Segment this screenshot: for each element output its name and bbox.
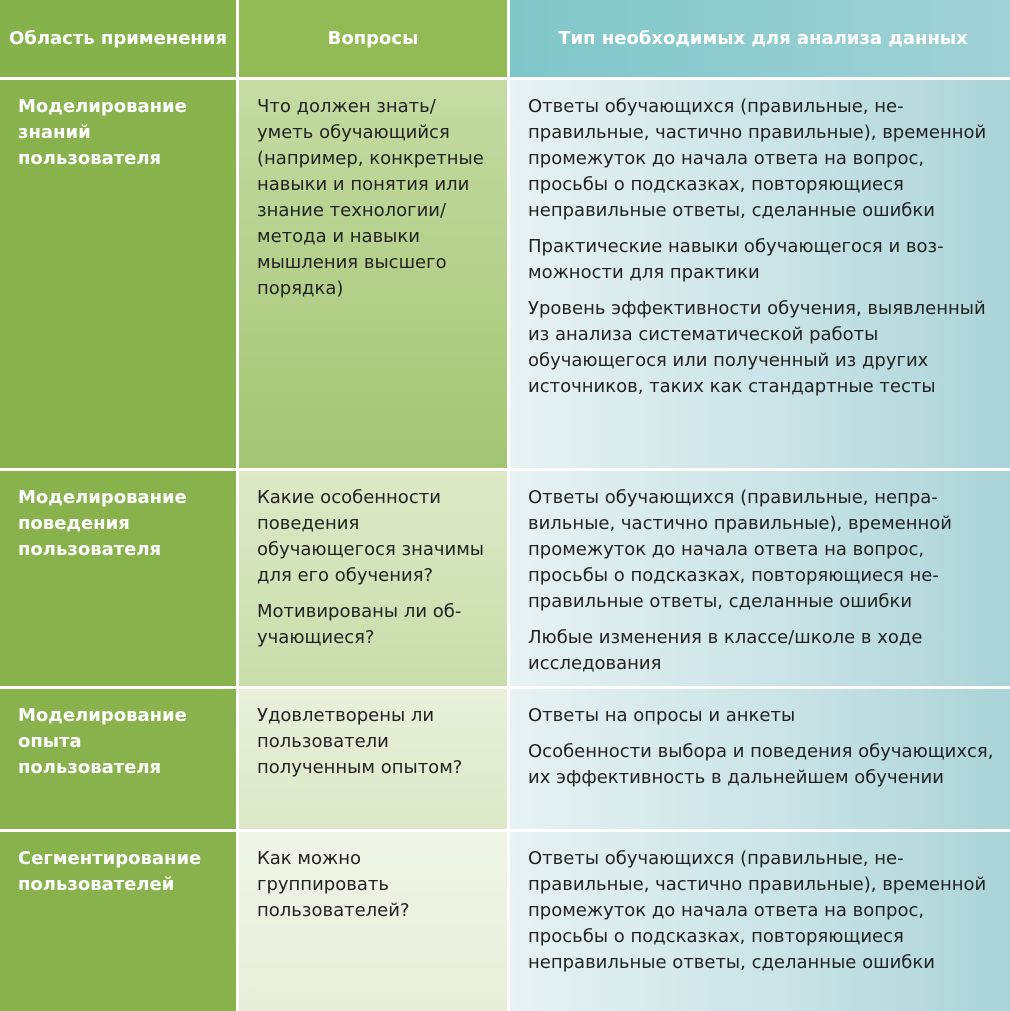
question-item: Мотивированы ли обучающиеся? [257,601,462,648]
row-area: Сегментирование пользователей [0,832,236,1011]
row-data [510,471,1010,686]
row-questions [239,689,507,829]
row-data [510,80,1010,468]
question-item: Какие особенности поведения обучающегося значимы для его обучения? [257,487,485,586]
data-item: Практические навыки обучающегося и возможности для практики [528,236,944,283]
data-item: Ответы обучающихся (правильные, неправильные, частично правильные), временной промежуток до начала ответа на вопрос, просьбы о подсказках, повторяющиеся неправильные ответы, сделанные ошибки [528,487,952,612]
row-area: Моделирование поведения пользователя [0,471,236,686]
row-questions [239,832,507,1011]
row-area: Моделирование опыта пользователя [0,689,236,829]
header-data-type: Тип необходимых для анализа данных [510,0,1010,77]
row-data [510,832,1010,1011]
data-item: Уровень эффективности обучения, выявленный из анализа систематической работы обучающегося или полученный из других источников, таких как стандартные тесты [528,298,986,397]
row-questions [239,80,507,468]
data-item: Любые изменения в классе/школе в ходе исследования [528,627,923,674]
question-item: Удовлетворены ли пользователи полученным опытом? [257,705,463,778]
row-questions [239,471,507,686]
row-area: Моделирование знаний пользователя [0,80,236,468]
data-item: Особенности выбора и поведения обучающихся, их эффективность в дальнейшем обучении [528,741,994,788]
data-item: Ответы на опросы и анкеты [528,705,796,726]
header-area: Область применения [0,0,236,77]
header-questions: Вопросы [239,0,507,77]
data-item: Ответы обучающихся (правильные, неправильные, частично правильные), временной промежуток до начала ответа на вопрос, просьбы о подсказках, повторяющиеся неправильные ответы, сделанные ошибки [528,96,987,221]
row-data [510,689,1010,829]
data-item: Ответы обучающихся (правильные, неправильные, частично правильные), временной промежуток до начала ответа на вопрос, просьбы о подсказках, повторяющиеся неправильные ответы, сделанные ошибки [528,848,987,973]
question-item: Как можно группировать пользователей? [257,848,410,921]
question-item: Что должен знать/ уметь обучающийся (например, конкретные навыки и понятия или знание технологии/метода и навыки мышления высшего порядка) [257,96,484,299]
